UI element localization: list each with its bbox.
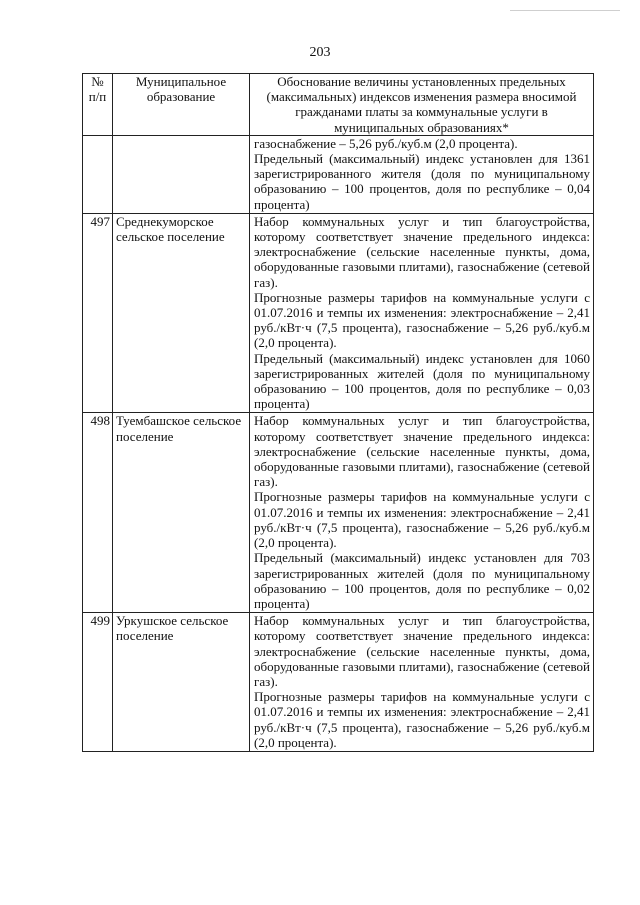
tariff-table — [82, 73, 594, 752]
row-number: 498 — [83, 413, 113, 613]
row-justification — [250, 613, 594, 752]
row-justification — [250, 213, 594, 413]
row-justification — [250, 413, 594, 613]
table-row — [83, 213, 594, 413]
top-rule — [510, 10, 620, 11]
header-num: № п/п — [83, 74, 113, 136]
justification-paragraph: газоснабжение – 5,26 руб./куб.м (2,0 процента). — [254, 135, 518, 151]
justification-paragraph: Прогнозные размеры тарифов на коммунальные услуги с 01.07.2016 и темпы их изменения: электроснабжение – 2,41 руб./кВт·ч (7,5 процента), газоснабжение – 5,26 руб./куб.м (2,0 процента). — [254, 289, 590, 351]
row-justification — [250, 135, 594, 213]
justification-paragraph: Предельный (максимальный) индекс установлен для 703 зарегистрированных жителей (доля по муниципальному образованию – 100 процентов, доля по республике – 0,02 процента) — [254, 550, 590, 611]
row-municipality: Среднекуморское сельское поселение — [113, 213, 250, 413]
justification-paragraph: Набор коммунальных услуг и тип благоустройства, которому соответствует значение предельного индекса: электроснабжение (сельские населенные пункты, дома, оборудованные газовыми плитами), газоснабжение (сетевой газ). — [254, 613, 590, 689]
justification-paragraph: Прогнозные размеры тарифов на коммунальные услуги с 01.07.2016 и темпы их изменения: электроснабжение – 2,41 руб./кВт·ч (7,5 процента), газоснабжение – 5,26 руб./куб.м (2,0 процента). — [254, 689, 590, 750]
row-municipality — [113, 135, 250, 213]
page-number: 203 — [309, 45, 331, 60]
row-municipality: Уркушское сельское поселение — [113, 613, 250, 752]
table-header-row — [83, 74, 594, 136]
justification-paragraph: Набор коммунальных услуг и тип благоустройства, которому соответствует значение предельного индекса: электроснабжение (сельские населенные пункты, дома, оборудованные газовыми плитами), газоснабжение (сетевой газ). — [254, 413, 590, 490]
table-row — [83, 613, 594, 752]
row-number — [83, 135, 113, 213]
row-municipality: Туембашское сельское поселение — [113, 413, 250, 613]
header-municipality: Муниципальное образование — [113, 74, 250, 136]
header-justification: Обоснование величины установленных предельных (максимальных) индексов изменения размера вносимой гражданами платы за коммунальные услуги в муниципальных образованиях* — [250, 74, 594, 136]
justification-paragraph: Предельный (максимальный) индекс установлен для 1060 зарегистрированных жителей (доля по муниципальному образованию – 100 процентов, доля по республике – 0,03 процента) — [254, 350, 590, 412]
justification-paragraph: Прогнозные размеры тарифов на коммунальные услуги с 01.07.2016 и темпы их изменения: электроснабжение – 2,41 руб./кВт·ч (7,5 процента), газоснабжение – 5,26 руб./куб.м (2,0 процента). — [254, 489, 590, 551]
table-row — [83, 135, 594, 213]
table-row — [83, 413, 594, 613]
justification-paragraph: Набор коммунальных услуг и тип благоустройства, которому соответствует значение предельного индекса: электроснабжение (сельские населенные пункты, дома, оборудованные газовыми плитами), газоснабжение (сетевой газ). — [254, 213, 590, 290]
justification-paragraph: Предельный (максимальный) индекс установлен для 1361 зарегистрированного жителя (доля по муниципальному образованию – 100 процентов, доля по республике – 0,04 процента) — [254, 151, 590, 212]
row-number: 497 — [83, 213, 113, 413]
row-number: 499 — [83, 613, 113, 752]
